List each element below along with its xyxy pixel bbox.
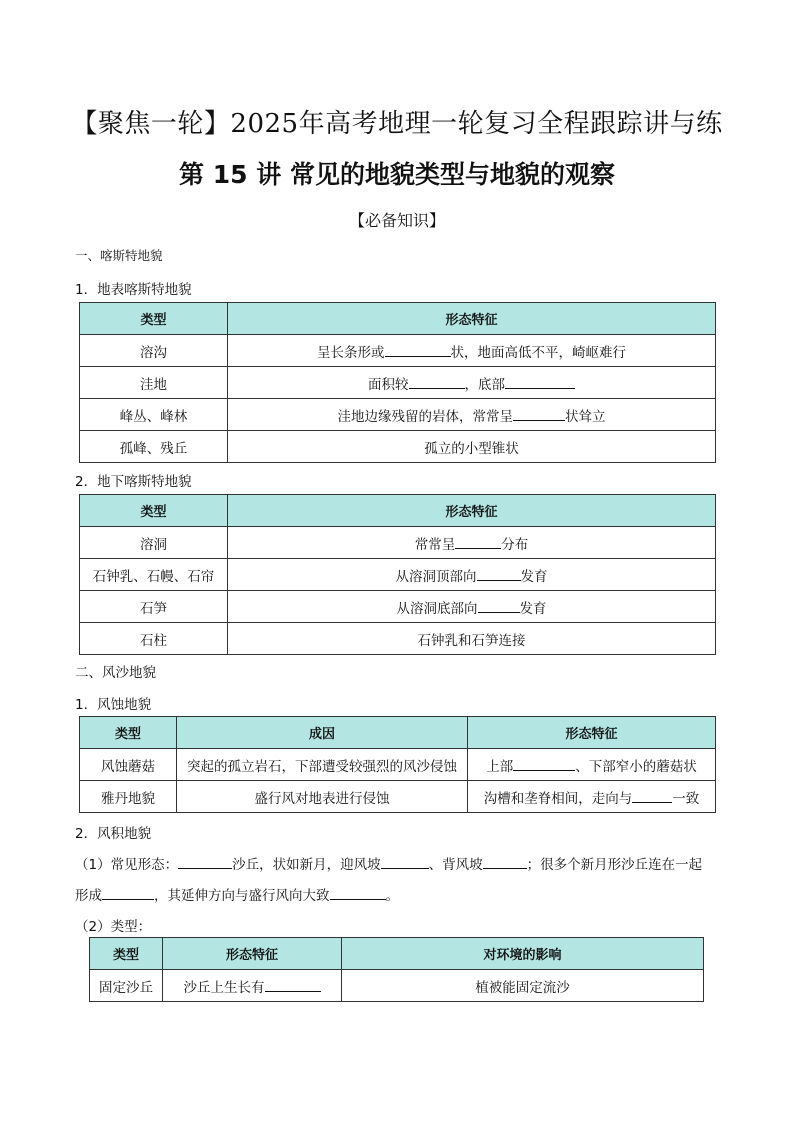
table-row [80,527,716,559]
paragraph-common-forms-cont: 形成 ，其延伸方向与盛行风向大致 。 [75,888,399,904]
fill-blank [513,758,575,771]
table-row [80,399,716,431]
table-header-features: 形态特征 [468,717,716,749]
table-row [80,431,716,463]
table-row [80,623,716,655]
cell-features: 上部 、下部窄小的蘑菇状 [468,749,716,781]
fill-blank [265,979,321,992]
fill-blank [513,408,565,421]
section-heading-karst: 一、喀斯特地貌 [75,248,163,263]
cell-features: 呈长条形或 状，地面高低不平，崎岖难行 [228,335,716,367]
table-sand-dunes [89,937,704,1002]
cell-type: 洼地 [80,367,228,399]
table-header-type: 类型 [90,938,163,970]
table-header-features: 形态特征 [228,303,716,335]
document-header: 【聚焦一轮】2025年高考地理一轮复习全程跟踪讲与练 [71,109,723,139]
cell-type: 风蚀蘑菇 [80,749,177,781]
subheading-wind-deposition: 2．风积地貌 [75,826,152,842]
cell-features: 沙丘上生长有 [163,970,342,1002]
table-wind-erosion [79,716,716,813]
cell-type: 溶沟 [80,335,228,367]
cell-cause: 突起的孤立岩石，下部遭受较强烈的风沙侵蚀 [177,749,468,781]
table-row [90,970,704,1002]
cell-type: 石笋 [80,591,228,623]
fill-blank [178,856,232,869]
table-row [80,749,716,781]
fill-blank [385,344,451,357]
table-header-features: 形态特征 [228,495,716,527]
table-header-effect: 对环境的影响 [342,938,704,970]
cell-features: 从溶洞底部向 发育 [228,591,716,623]
fill-blank [455,536,501,549]
section-heading-aeolian: 二、风沙地貌 [75,665,156,681]
cell-cause: 盛行风对地表进行侵蚀 [177,781,468,813]
cell-features: 孤立的小型锥状 [228,431,716,463]
cell-type: 石钟乳、石幔、石帘 [80,559,228,591]
cell-type: 石柱 [80,623,228,655]
cell-features: 石钟乳和石笋连接 [228,623,716,655]
subheading-wind-erosion: 1．风蚀地貌 [75,697,152,713]
table-underground-karst [79,494,716,655]
fill-blank [409,376,465,389]
fill-blank [381,856,429,869]
fill-blank [477,568,521,581]
cell-features: 沟槽和垄脊相间，走向与 一致 [468,781,716,813]
table-header-type: 类型 [80,495,228,527]
table-row [80,781,716,813]
fill-blank [102,887,154,900]
cell-features: 洼地边缘残留的岩体，常常呈 状耸立 [228,399,716,431]
paragraph-common-forms: （1）常见形态： 沙丘，状如新月，迎风坡 、背风坡 ；很多个新月形沙丘连在一起 [75,857,703,873]
cell-features: 面积较 ，底部 [228,367,716,399]
paragraph-types: （2）类型： [75,919,152,935]
table-header-type: 类型 [80,303,228,335]
lesson-title: 第 15 讲 常见的地貌类型与地貌的观察 [179,160,615,189]
table-header-cause: 成因 [177,717,468,749]
table-header-features: 形态特征 [163,938,342,970]
cell-effect: 植被能固定流沙 [342,970,704,1002]
cell-type: 孤峰、残丘 [80,431,228,463]
section-subtitle: 【必备知识】 [348,211,445,230]
fill-blank [483,856,527,869]
table-header-type: 类型 [80,717,177,749]
cell-type: 溶洞 [80,527,228,559]
cell-type: 雅丹地貌 [80,781,177,813]
fill-blank [505,376,575,389]
cell-features: 常常呈 分布 [228,527,716,559]
fill-blank [632,790,672,803]
table-row [80,335,716,367]
subheading-underground-karst: 2．地下喀斯特地貌 [75,474,192,490]
cell-type: 峰丛、峰林 [80,399,228,431]
subheading-surface-karst: 1．地表喀斯特地貌 [75,282,192,298]
fill-blank [478,600,520,613]
table-surface-karst [79,302,716,463]
fill-blank [330,887,386,900]
table-row [80,559,716,591]
cell-type: 固定沙丘 [90,970,163,1002]
cell-features: 从溶洞顶部向 发育 [228,559,716,591]
table-row [80,367,716,399]
table-row [80,591,716,623]
